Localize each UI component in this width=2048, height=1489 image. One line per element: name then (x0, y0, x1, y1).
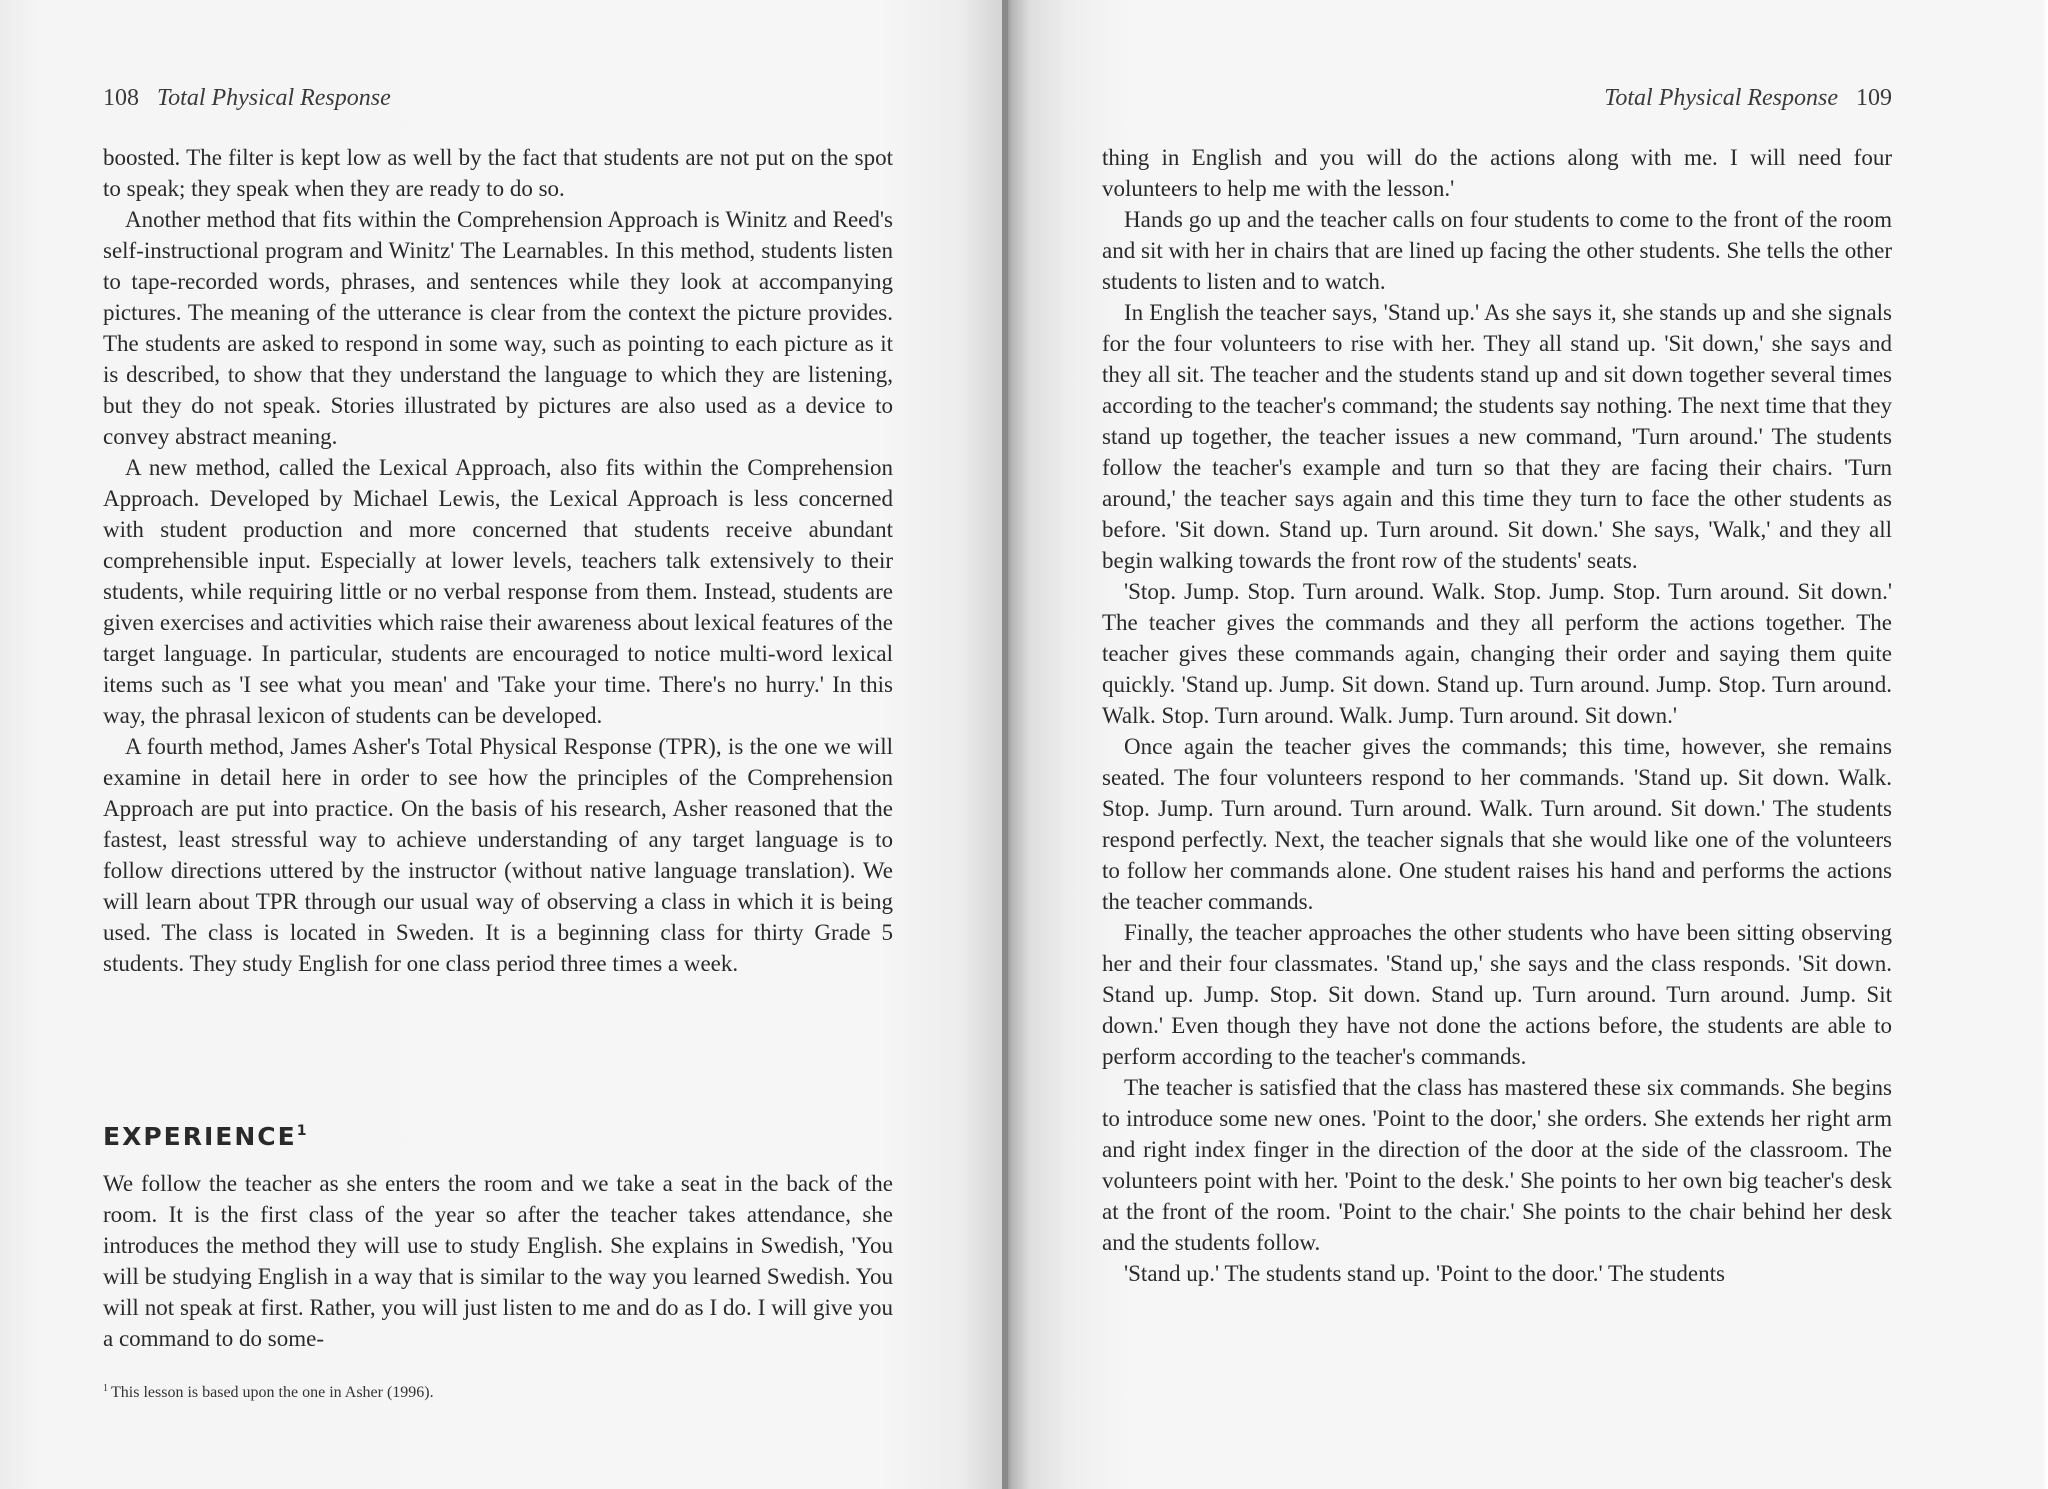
paragraph: We follow the teacher as she enters the room and we take a seat in the back of the room. It is the first class of the year so after the teacher takes attendance, she introduces the method they will use to study English. She explains in Swedish, 'You will be studying English in a way that is similar to the way you learned Swedish. You will not speak at first. Rather, you will just listen to me and do as I do. I will give you a command to do some- (103, 1171, 893, 1351)
book-gutter (1002, 0, 1008, 1489)
running-head-left (103, 80, 893, 116)
paragraph: thing in English and you will do the actions along with me. I will need four volunteers to help me with the lesson.' (1102, 145, 1892, 201)
paragraph: Once again the teacher gives the commands; this time, however, she remains seated. The four volunteers respond to her commands. 'Stand up. Sit down. Walk. Stop. Jump. Turn around. Turn around. Walk. Turn around. Sit down.' The students respond perfectly. Next, the teacher signals that she would like one of the volunteers to follow her commands alone. One student raises his hand and performs the actions the teacher commands. (1102, 734, 1892, 914)
right-page (1002, 0, 2048, 1489)
footnote-text: This lesson is based upon the one in Asher (1996). (111, 1384, 434, 1401)
paragraph: 'Stand up.' The students stand up. 'Point to the door.' The students (1124, 1261, 1725, 1286)
paragraph: In English the teacher says, 'Stand up.' As she says it, she stands up and she signals for the four volunteers to rise with her. They all stand up. 'Sit down,' she says and they all sit. The teacher and the students stand up and sit down together several times according to the teacher's command; the students say nothing. The next time that they stand up together, the teacher issues a new command, 'Turn around.' The students follow the teacher's example and turn so that they are facing their chairs. 'Turn around,' the teacher says again and this time they turn to face the other students as before. 'Sit down. Stand up. Turn around. Sit down.' She says, 'Walk,' and they all begin walking towards the front row of the students' seats. (1102, 300, 1892, 573)
paragraph: Hands go up and the teacher calls on four students to come to the front of the room and sit with her in chairs that are lined up facing the other students. She tells the other students to listen and to watch. (1102, 207, 1892, 294)
section-heading-text: EXPERIENCE (103, 1122, 297, 1151)
paragraph: Another method that fits within the Comprehension Approach is Winitz and Reed's self-instructional program and Winitz' The Learnables. In this method, students listen to tape-recorded words, phrases, and sentences while they look at accompanying pictures. The meaning of the utterance is clear from the context the picture provides. The students are asked to respond in some way, such as pointing to each picture as it is described, to show that they understand the language to which they are listening, but they do not speak. Stories illustrated by pictures are also used as a device to convey abstract meaning. (103, 207, 893, 449)
running-title: Total Physical Response (157, 85, 391, 111)
page-number: 108 (103, 85, 139, 111)
running-title: Total Physical Response (1604, 85, 1838, 111)
paragraph: 'Stop. Jump. Stop. Turn around. Walk. Stop. Jump. Stop. Turn around. Sit down.' The teacher gives the commands and they all perform the actions together. The teacher gives these commands again, changing their order and saying them quite quickly. 'Stand up. Jump. Sit down. Stand up. Turn around. Jump. Stop. Turn around. Walk. Stop. Turn around. Walk. Jump. Turn around. Sit down.' (1102, 579, 1892, 728)
body-text (103, 142, 893, 979)
footnote-mark: 1 (103, 1383, 108, 1394)
paragraph: boosted. The filter is kept low as well by the fact that students are not put on the spot to speak; they speak when they are ready to do so. (103, 145, 893, 201)
body-text-experience (103, 1168, 893, 1354)
running-head-right (1102, 80, 1892, 116)
paragraph: A new method, called the Lexical Approach, also fits within the Comprehension Approach. Developed by Michael Lewis, the Lexical Approach is less concerned with student production and more concerned that students receive abundant comprehensible input. Especially at lower levels, teachers talk extensively to their students, while requiring little or no verbal response from them. Instead, students are given exercises and activities which raise their awareness about lexical features of the target language. In particular, students are encouraged to notice multi-word lexical items such as 'I see what you mean' and 'Take your time. There's no hurry.' In this way, the phrasal lexicon of students can be developed. (103, 455, 893, 728)
section-heading (103, 1113, 893, 1155)
body-text (1102, 142, 1892, 1289)
paragraph: The teacher is satisfied that the class has mastered these six commands. She begins to introduce some new ones. 'Point to the door,' she orders. She extends her right arm and right index finger in the direction of the door at the side of the classroom. The volunteers point with her. 'Point to the desk.' She points to her own big teacher's desk at the front of the room. 'Point to the chair.' She points to the chair behind her desk and the students follow. (1102, 1075, 1892, 1255)
page-number: 109 (1856, 85, 1892, 111)
left-page (0, 0, 1002, 1489)
footnote (103, 1377, 893, 1405)
paragraph: Finally, the teacher approaches the other students who have been sitting observing her and their four classmates. 'Stand up,' she says and the class responds. 'Sit down. Stand up. Jump. Stop. Sit down. Stand up. Turn around. Turn around. Jump. Sit down.' Even though they have not done the actions before, the students are able to perform according to the teacher's commands. (1102, 920, 1892, 1069)
heading-footnote-mark: 1 (296, 1123, 307, 1139)
paragraph: A fourth method, James Asher's Total Physical Response (TPR), is the one we will examine in detail here in order to see how the principles of the Comprehension Approach are put into practice. On the basis of his research, Asher reasoned that the fastest, least stressful way to achieve understanding of any target language is to follow directions uttered by the instructor (without native language translation). We will learn about TPR through our usual way of observing a class in which it is being used. The class is located in Sweden. It is a beginning class for thirty Grade 5 students. They study English for one class period three times a week. (103, 734, 893, 976)
